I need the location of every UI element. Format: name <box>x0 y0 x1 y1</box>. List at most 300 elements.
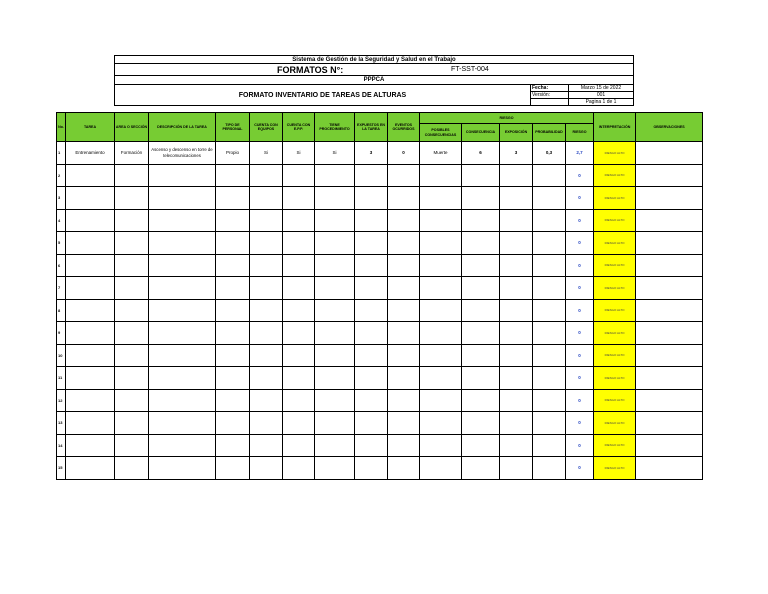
cell-interpretacion: RIESGO ALTO <box>594 187 636 210</box>
cell-interpretacion: RIESGO ALTO <box>594 254 636 277</box>
header-eventos: EVENTOS OCURRIDOS <box>388 113 420 142</box>
cell-nivel: 0 <box>566 209 594 232</box>
cell-equipos <box>250 344 283 367</box>
cell-equipos <box>250 254 283 277</box>
cell-no: 12 <box>57 389 66 412</box>
table-row <box>57 209 703 232</box>
header-procedimiento: TIENE PROCEDIMIENTO <box>315 113 355 142</box>
cell-epp <box>283 457 315 480</box>
cell-nivel: 0 <box>566 344 594 367</box>
cell-equipos <box>250 434 283 457</box>
cell-nivel: 0 <box>566 457 594 480</box>
cell-procedimiento <box>315 187 355 210</box>
cell-equipos <box>250 299 283 322</box>
org-name: PPPCA <box>115 76 634 85</box>
cell-area <box>115 209 149 232</box>
cell-descripcion <box>149 344 216 367</box>
cell-consecuencia <box>462 389 500 412</box>
cell-eventos <box>388 187 420 210</box>
cell-probabilidad <box>533 389 566 412</box>
cell-epp <box>283 299 315 322</box>
cell-probabilidad <box>533 254 566 277</box>
header-posibles: POSIBLES CONSECUENCIAS <box>420 124 462 142</box>
cell-exposicion <box>500 367 533 390</box>
cell-tarea <box>66 434 115 457</box>
cell-posibles: Muerte <box>420 142 462 165</box>
cell-nivel: 0 <box>566 412 594 435</box>
cell-expuestos <box>355 232 388 255</box>
cell-tarea <box>66 164 115 187</box>
header-tipo: TIPO DE PERSONAL <box>216 113 250 142</box>
cell-consecuencia <box>462 187 500 210</box>
cell-observaciones <box>636 232 703 255</box>
cell-exposicion <box>500 209 533 232</box>
cell-exposicion <box>500 254 533 277</box>
cell-interpretacion: RIESGO ALTO <box>594 209 636 232</box>
cell-posibles <box>420 187 462 210</box>
cell-consecuencia: 6 <box>462 142 500 165</box>
cell-nivel: 0 <box>566 367 594 390</box>
cell-interpretacion: RIESGO ALTO <box>594 412 636 435</box>
cell-descripcion <box>149 412 216 435</box>
cell-exposicion <box>500 232 533 255</box>
cell-probabilidad <box>533 344 566 367</box>
cell-tarea <box>66 457 115 480</box>
cell-tarea <box>66 187 115 210</box>
cell-probabilidad <box>533 457 566 480</box>
cell-equipos <box>250 457 283 480</box>
table-row <box>57 277 703 300</box>
table-row <box>57 164 703 187</box>
cell-expuestos <box>355 367 388 390</box>
cell-observaciones <box>636 277 703 300</box>
cell-nivel: 0 <box>566 322 594 345</box>
cell-tipo <box>216 389 250 412</box>
cell-procedimiento <box>315 389 355 412</box>
page-number: Pagina 1 de 1 <box>569 99 634 106</box>
cell-area <box>115 367 149 390</box>
table-row <box>57 367 703 390</box>
cell-tipo <box>216 322 250 345</box>
header-observaciones: OBSERVACIONES <box>636 113 703 142</box>
table-row <box>57 322 703 345</box>
cell-interpretacion: RIESGO ALTO <box>594 434 636 457</box>
table-row <box>57 254 703 277</box>
cell-eventos <box>388 209 420 232</box>
cell-probabilidad: 0,3 <box>533 142 566 165</box>
cell-equipos <box>250 187 283 210</box>
header-equipos: CUENTA CON EQUIPOS <box>250 113 283 142</box>
cell-exposicion <box>500 457 533 480</box>
table-row <box>57 457 703 480</box>
cell-tarea <box>66 277 115 300</box>
cell-tipo <box>216 344 250 367</box>
cell-eventos <box>388 277 420 300</box>
cell-no: 10 <box>57 344 66 367</box>
cell-posibles <box>420 412 462 435</box>
cell-procedimiento <box>315 322 355 345</box>
cell-tarea <box>66 232 115 255</box>
cell-area <box>115 344 149 367</box>
cell-nivel: 0 <box>566 232 594 255</box>
cell-exposicion <box>500 389 533 412</box>
version-value: 001 <box>569 92 634 99</box>
cell-exposicion <box>500 187 533 210</box>
cell-procedimiento <box>315 209 355 232</box>
cell-consecuencia <box>462 367 500 390</box>
cell-descripcion <box>149 277 216 300</box>
cell-area <box>115 434 149 457</box>
cell-descripcion <box>149 367 216 390</box>
cell-no: 2 <box>57 164 66 187</box>
document-header <box>114 55 634 106</box>
cell-descripcion <box>149 299 216 322</box>
cell-area <box>115 254 149 277</box>
cell-expuestos <box>355 344 388 367</box>
cell-eventos <box>388 389 420 412</box>
cell-no: 3 <box>57 187 66 210</box>
cell-probabilidad <box>533 322 566 345</box>
cell-eventos <box>388 254 420 277</box>
cell-epp <box>283 322 315 345</box>
cell-epp <box>283 164 315 187</box>
tasks-table <box>56 112 703 480</box>
table-row <box>57 232 703 255</box>
cell-descripcion <box>149 389 216 412</box>
cell-observaciones <box>636 209 703 232</box>
cell-probabilidad <box>533 277 566 300</box>
cell-consecuencia <box>462 322 500 345</box>
cell-probabilidad <box>533 232 566 255</box>
cell-observaciones <box>636 412 703 435</box>
cell-descripcion <box>149 457 216 480</box>
cell-consecuencia <box>462 457 500 480</box>
cell-epp <box>283 232 315 255</box>
cell-consecuencia <box>462 299 500 322</box>
cell-observaciones <box>636 457 703 480</box>
cell-no: 5 <box>57 232 66 255</box>
cell-exposicion <box>500 164 533 187</box>
cell-no: 11 <box>57 367 66 390</box>
table-row <box>57 412 703 435</box>
table-row <box>57 187 703 210</box>
cell-descripcion <box>149 434 216 457</box>
cell-expuestos <box>355 164 388 187</box>
cell-epp <box>283 412 315 435</box>
cell-no: 6 <box>57 254 66 277</box>
cell-tipo <box>216 164 250 187</box>
cell-procedimiento <box>315 164 355 187</box>
cell-descripcion <box>149 322 216 345</box>
cell-observaciones <box>636 187 703 210</box>
cell-epp <box>283 344 315 367</box>
cell-descripcion <box>149 254 216 277</box>
cell-posibles <box>420 367 462 390</box>
cell-probabilidad <box>533 299 566 322</box>
cell-no: 13 <box>57 412 66 435</box>
cell-epp <box>283 209 315 232</box>
cell-no: 15 <box>57 457 66 480</box>
cell-nivel: 0 <box>566 254 594 277</box>
cell-eventos <box>388 299 420 322</box>
cell-observaciones <box>636 322 703 345</box>
cell-epp <box>283 434 315 457</box>
header-nivel: RIESGO <box>566 124 594 142</box>
cell-exposicion: 3 <box>500 142 533 165</box>
formatos-label: FORMATOS N°: <box>277 65 344 75</box>
cell-tipo <box>216 367 250 390</box>
cell-tarea <box>66 412 115 435</box>
cell-expuestos <box>355 254 388 277</box>
cell-consecuencia <box>462 164 500 187</box>
cell-area <box>115 322 149 345</box>
cell-tipo <box>216 277 250 300</box>
table-row <box>57 142 703 165</box>
cell-interpretacion: RIESGO ALTO <box>594 322 636 345</box>
cell-epp <box>283 389 315 412</box>
cell-tarea <box>66 367 115 390</box>
fecha-value: Marzo 15 de 2022 <box>569 85 634 92</box>
cell-consecuencia <box>462 434 500 457</box>
cell-interpretacion: RIESGO ALTO <box>594 457 636 480</box>
cell-posibles <box>420 299 462 322</box>
cell-nivel: 0 <box>566 434 594 457</box>
cell-procedimiento <box>315 367 355 390</box>
cell-posibles <box>420 457 462 480</box>
cell-interpretacion: RIESGO ALTO <box>594 164 636 187</box>
cell-posibles <box>420 344 462 367</box>
cell-expuestos <box>355 187 388 210</box>
cell-interpretacion: RIESGO ALTO <box>594 142 636 165</box>
cell-posibles <box>420 277 462 300</box>
cell-observaciones <box>636 434 703 457</box>
cell-observaciones <box>636 299 703 322</box>
cell-posibles <box>420 232 462 255</box>
cell-procedimiento <box>315 299 355 322</box>
cell-nivel: 0 <box>566 299 594 322</box>
cell-no: 1 <box>57 142 66 165</box>
cell-area <box>115 164 149 187</box>
table-row <box>57 434 703 457</box>
cell-tipo <box>216 412 250 435</box>
form-code: FT-SST-004 <box>451 66 489 73</box>
cell-tipo <box>216 434 250 457</box>
cell-exposicion <box>500 434 533 457</box>
header-interpretacion: INTERPRETACIÓN <box>594 113 636 142</box>
fecha-label: Fecha: <box>531 85 569 92</box>
cell-eventos <box>388 322 420 345</box>
cell-area: Formación <box>115 142 149 165</box>
cell-eventos <box>388 457 420 480</box>
cell-exposicion <box>500 299 533 322</box>
cell-consecuencia <box>462 412 500 435</box>
cell-exposicion <box>500 277 533 300</box>
cell-interpretacion: RIESGO ALTO <box>594 389 636 412</box>
cell-nivel: 0 <box>566 389 594 412</box>
cell-equipos <box>250 322 283 345</box>
cell-procedimiento <box>315 457 355 480</box>
cell-interpretacion: RIESGO ALTO <box>594 277 636 300</box>
cell-nivel: 0 <box>566 277 594 300</box>
cell-tipo <box>216 187 250 210</box>
cell-interpretacion: RIESGO ALTO <box>594 299 636 322</box>
cell-epp <box>283 187 315 210</box>
cell-posibles <box>420 389 462 412</box>
cell-tarea <box>66 209 115 232</box>
cell-equipos <box>250 389 283 412</box>
table-row <box>57 389 703 412</box>
cell-probabilidad <box>533 412 566 435</box>
table-row <box>57 299 703 322</box>
cell-procedimiento: Si <box>315 142 355 165</box>
cell-posibles <box>420 254 462 277</box>
cell-descripcion <box>149 209 216 232</box>
cell-epp <box>283 254 315 277</box>
cell-area <box>115 232 149 255</box>
cell-equipos <box>250 367 283 390</box>
cell-tarea <box>66 299 115 322</box>
cell-tipo <box>216 209 250 232</box>
cell-nivel: 0 <box>566 164 594 187</box>
cell-no: 8 <box>57 299 66 322</box>
cell-nivel: 2,7 <box>566 142 594 165</box>
cell-eventos <box>388 232 420 255</box>
header-epp: CUENTA CON E.P.P. <box>283 113 315 142</box>
cell-eventos <box>388 164 420 187</box>
cell-descripcion: Ascenso y descenso en torre de telecomunicaciones <box>149 142 216 165</box>
page-blank <box>531 99 569 106</box>
cell-equipos: Si <box>250 142 283 165</box>
cell-observaciones <box>636 164 703 187</box>
cell-tipo <box>216 299 250 322</box>
cell-expuestos <box>355 322 388 345</box>
cell-observaciones <box>636 254 703 277</box>
cell-observaciones <box>636 367 703 390</box>
header-no: No. <box>57 113 66 142</box>
cell-interpretacion: RIESGO ALTO <box>594 367 636 390</box>
cell-tipo: Propio <box>216 142 250 165</box>
header-consecuencia: CONSECUENCIA <box>462 124 500 142</box>
cell-expuestos <box>355 277 388 300</box>
cell-equipos <box>250 232 283 255</box>
cell-consecuencia <box>462 277 500 300</box>
cell-exposicion <box>500 344 533 367</box>
cell-expuestos <box>355 412 388 435</box>
cell-posibles <box>420 209 462 232</box>
cell-eventos <box>388 412 420 435</box>
cell-posibles <box>420 434 462 457</box>
cell-tarea <box>66 389 115 412</box>
cell-observaciones <box>636 389 703 412</box>
cell-tipo <box>216 232 250 255</box>
cell-posibles <box>420 164 462 187</box>
cell-expuestos <box>355 299 388 322</box>
cell-descripcion <box>149 232 216 255</box>
cell-area <box>115 457 149 480</box>
document-title: FORMATO INVENTARIO DE TAREAS DE ALTURAS <box>115 85 531 106</box>
cell-tarea <box>66 254 115 277</box>
cell-procedimiento <box>315 344 355 367</box>
header-tarea: TAREA <box>66 113 115 142</box>
cell-nivel: 0 <box>566 187 594 210</box>
cell-tipo <box>216 457 250 480</box>
cell-procedimiento <box>315 232 355 255</box>
cell-interpretacion: RIESGO ALTO <box>594 344 636 367</box>
cell-eventos: 0 <box>388 142 420 165</box>
cell-no: 9 <box>57 322 66 345</box>
header-descripcion: DESCRIPCIÓN DE LA TAREA <box>149 113 216 142</box>
cell-no: 4 <box>57 209 66 232</box>
cell-area <box>115 187 149 210</box>
cell-procedimiento <box>315 434 355 457</box>
cell-epp <box>283 367 315 390</box>
cell-probabilidad <box>533 164 566 187</box>
cell-eventos <box>388 434 420 457</box>
cell-procedimiento <box>315 254 355 277</box>
cell-equipos <box>250 164 283 187</box>
cell-consecuencia <box>462 209 500 232</box>
header-riesgo-group: RIESGO <box>420 113 594 124</box>
header-expuestos: EXPUESTOS EN LA TAREA <box>355 113 388 142</box>
cell-epp <box>283 277 315 300</box>
system-title: Sistema de Gestión de la Seguridad y Salud en el Trabajo <box>115 56 634 64</box>
cell-probabilidad <box>533 187 566 210</box>
cell-procedimiento <box>315 277 355 300</box>
cell-no: 14 <box>57 434 66 457</box>
cell-no: 7 <box>57 277 66 300</box>
cell-descripcion <box>149 187 216 210</box>
version-label: Versión: <box>531 92 569 99</box>
cell-observaciones <box>636 344 703 367</box>
cell-epp: Si <box>283 142 315 165</box>
cell-area <box>115 412 149 435</box>
cell-tarea: Entrenamiento <box>66 142 115 165</box>
cell-equipos <box>250 209 283 232</box>
cell-eventos <box>388 367 420 390</box>
cell-area <box>115 389 149 412</box>
cell-eventos <box>388 344 420 367</box>
cell-descripcion <box>149 164 216 187</box>
cell-expuestos <box>355 457 388 480</box>
cell-equipos <box>250 277 283 300</box>
cell-probabilidad <box>533 209 566 232</box>
cell-equipos <box>250 412 283 435</box>
cell-exposicion <box>500 322 533 345</box>
cell-posibles <box>420 322 462 345</box>
cell-expuestos <box>355 389 388 412</box>
formatos-row <box>115 64 634 76</box>
cell-area <box>115 299 149 322</box>
cell-procedimiento <box>315 412 355 435</box>
cell-exposicion <box>500 412 533 435</box>
cell-consecuencia <box>462 232 500 255</box>
cell-expuestos <box>355 434 388 457</box>
cell-expuestos <box>355 209 388 232</box>
cell-probabilidad <box>533 434 566 457</box>
cell-expuestos: 3 <box>355 142 388 165</box>
header-probabilidad: PROBABILIDAD <box>533 124 566 142</box>
header-exposicion: EXPOSICIÓN <box>500 124 533 142</box>
cell-probabilidad <box>533 367 566 390</box>
cell-tipo <box>216 254 250 277</box>
cell-consecuencia <box>462 254 500 277</box>
cell-consecuencia <box>462 344 500 367</box>
cell-tarea <box>66 344 115 367</box>
table-row <box>57 344 703 367</box>
cell-tarea <box>66 322 115 345</box>
cell-area <box>115 277 149 300</box>
header-area: AREA O SECCIÓN <box>115 113 149 142</box>
